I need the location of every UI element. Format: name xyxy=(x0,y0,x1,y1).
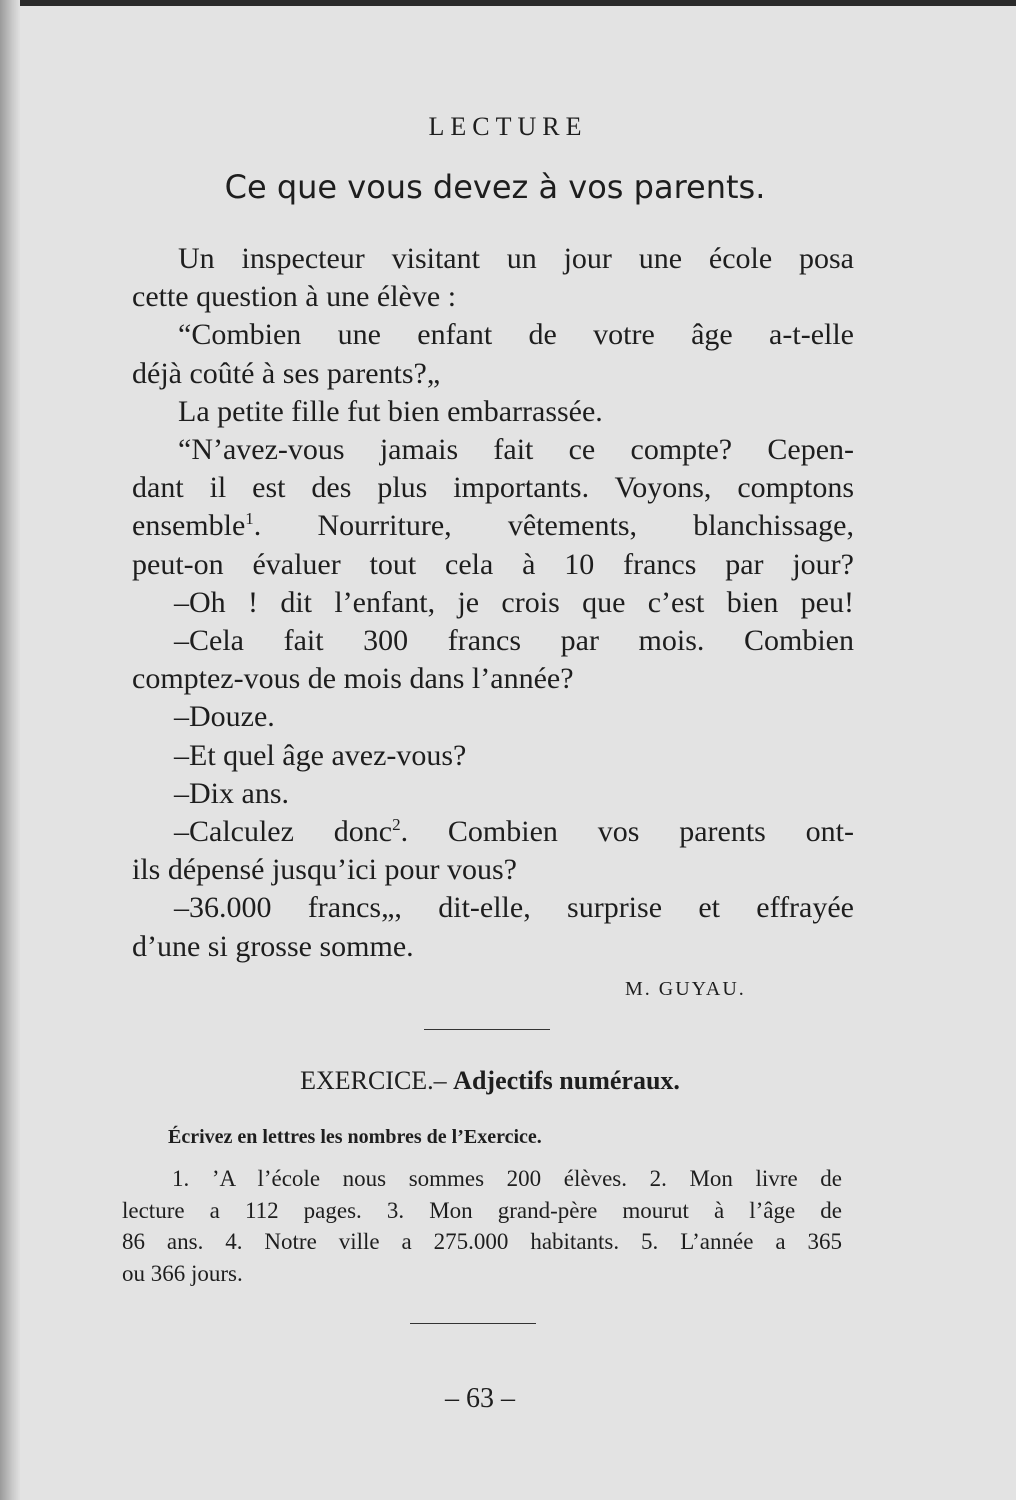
reading-title: Ce que vous devez à vos parents. xyxy=(224,168,766,206)
reading-line-start: ensemble xyxy=(132,509,246,543)
reading-line: Un inspecteur visitant un jour une école posa xyxy=(178,242,854,275)
footnote-mark: 2 xyxy=(392,815,401,835)
page-top-edge xyxy=(0,0,1016,6)
exercise-line: lecture a 112 pages. 3. Mon grand-père mourut à l’âge de xyxy=(122,1197,842,1223)
reading-line: –Oh ! dit l’enfant, je crois que c’est bien peu! xyxy=(174,585,854,619)
reading-line: –Douze. xyxy=(174,700,275,734)
reading-line: cette question à une élève : xyxy=(132,280,457,314)
reading-line: déjà coûté à ses parents?„ xyxy=(132,356,441,390)
reading-line: comptez-vous de mois dans l’année? xyxy=(132,662,574,696)
reading-line: peut-on évaluer tout cela à 10 francs par jour? xyxy=(132,547,854,581)
reading-line: La petite fille fut bien embarrassée. xyxy=(178,394,603,428)
exercise-instruction: Écrivez en lettres les nombres de l’Exercice. xyxy=(168,1126,542,1148)
exercise-label: EXERCICE.– xyxy=(300,1066,447,1095)
reading-text xyxy=(132,240,854,966)
exercise-text xyxy=(122,1163,842,1289)
exercise-line: 86 ans. 4. Notre ville a 275.000 habitants. 5. L’année a 365 xyxy=(122,1229,842,1254)
reading-line-start: –Calculez donc xyxy=(174,815,393,849)
footnote-mark: 1 xyxy=(245,509,254,529)
reading-line xyxy=(132,813,854,851)
author-signature: M. GUYAU. xyxy=(625,978,746,1000)
reading-line-end: . Combien vos parents ont- xyxy=(400,815,854,849)
exercise-title xyxy=(0,1066,980,1096)
page-number: – 63 – xyxy=(445,1383,515,1414)
exercise-line: ou 366 jours. xyxy=(122,1260,243,1286)
section-heading: LECTURE xyxy=(428,112,588,141)
reading-line: d’une si grosse somme. xyxy=(132,929,414,963)
section-divider xyxy=(424,1029,550,1030)
reading-line: –Dix ans. xyxy=(174,776,289,810)
bottom-divider xyxy=(410,1323,536,1324)
reading-line: –Et quel âge avez-vous? xyxy=(174,738,467,772)
page-binding-edge xyxy=(0,0,20,1500)
reading-line: “N’avez-vous jamais fait ce compte? Cepen- xyxy=(178,433,854,467)
exercise-subject: Adjectifs numéraux. xyxy=(453,1066,680,1095)
reading-line: –36.000 francs„, dit-elle, surprise et effrayée xyxy=(174,891,854,925)
reading-line: dant il est des plus importants. Voyons, comptons xyxy=(132,471,854,505)
reading-line xyxy=(132,507,854,545)
reading-line: ils dépensé jusqu’ici pour vous? xyxy=(132,853,517,887)
reading-line: –Cela fait 300 francs par mois. Combien xyxy=(174,624,854,658)
reading-line-end: . Nourriture, vêtements, blanchissage, xyxy=(253,509,854,543)
reading-line: “Combien une enfant de votre âge a-t-elle xyxy=(178,318,854,352)
exercise-line: 1. ’A l’école nous sommes 200 élèves. 2. Mon livre de xyxy=(172,1166,842,1191)
